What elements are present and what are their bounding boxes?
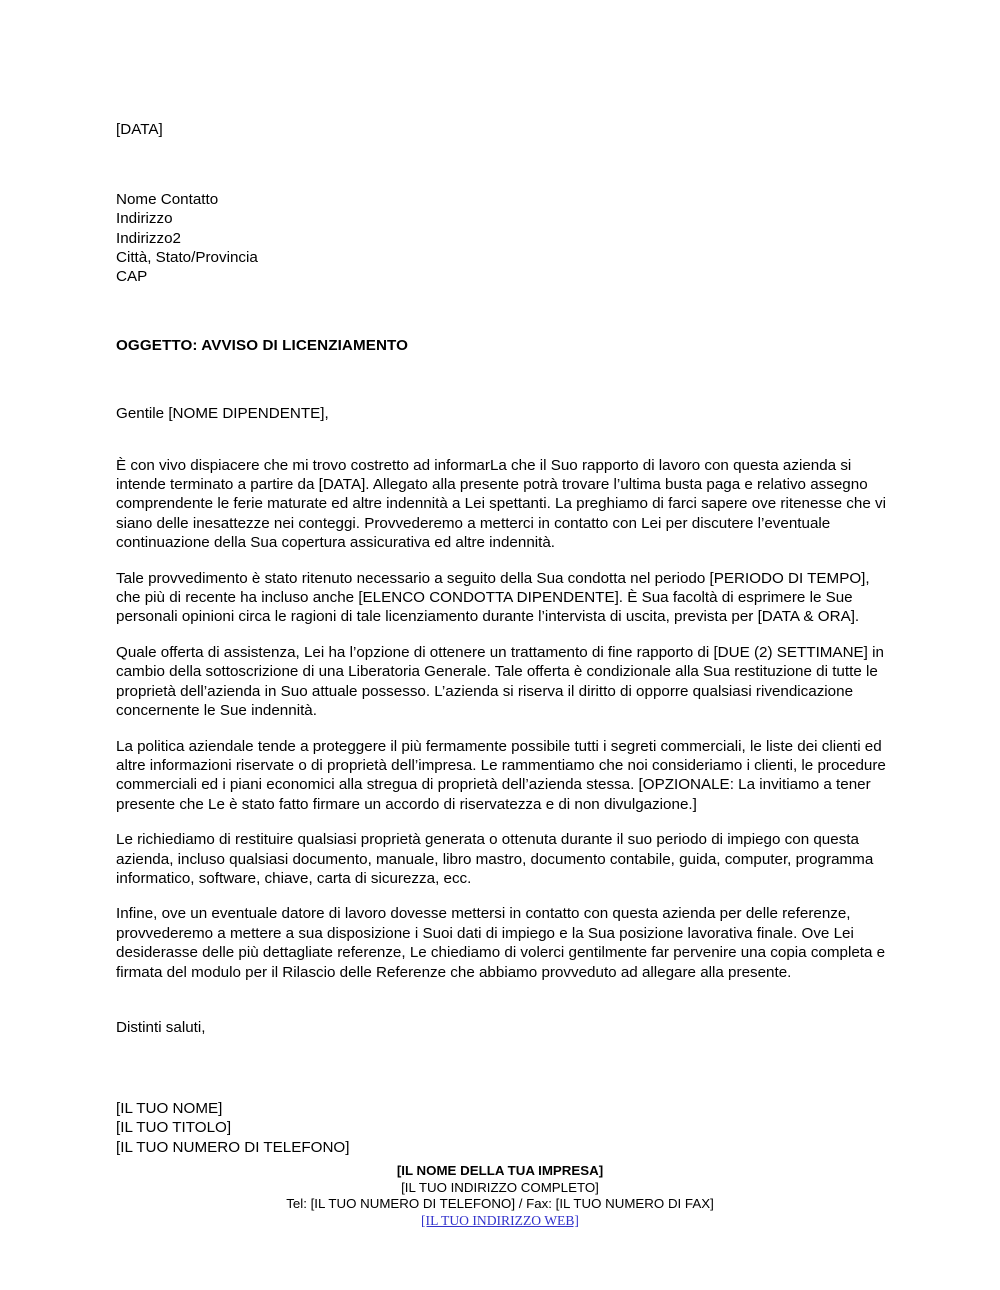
recipient-line-postal-code: CAP [116, 268, 148, 286]
spacer-paragraph-2 [116, 627, 888, 643]
letter-body [116, 120, 888, 1157]
signature-block [116, 1099, 888, 1157]
signature-name: [IL TUO NOME] [116, 1100, 223, 1118]
page-footer [0, 1163, 1000, 1229]
spacer-paragraph-5 [116, 888, 888, 904]
spacer-after-subject [116, 355, 888, 404]
footer-company-name: [IL NOME DELLA TUA IMPRESA] [396, 1163, 604, 1178]
recipient-line-address1: Indirizzo [116, 210, 173, 228]
signature-title: [IL TUO TITOLO] [116, 1119, 232, 1137]
spacer-signature-area [116, 1037, 888, 1099]
spacer-paragraph-4 [116, 814, 888, 830]
body-paragraph-confidentiality: La politica aziendale tende a proteggere il più fermamente possibile tutti i segreti commerciali, le liste dei clienti ed altre informazioni riservate o di proprietà dell’impresa. Le rammentiamo che noi consideriamo i clienti, le procedure commerciali ed i piani economici alla stregua di proprietà dell’azienda stessa. [OPZIONALE: La invitiamo a tener presente che Le è stato fatto firmare un accordo di riservatezza e di non divulgazione.] [116, 737, 886, 813]
footer-phone-fax: Tel: [IL TUO NUMERO DI TELEFONO] / Fax: [IL TUO NUMERO DI FAX] [286, 1196, 714, 1212]
body-paragraph-termination: È con vivo dispiacere che mi trovo costretto ad informarLa che il Suo rapporto di lavoro con questa azienda si intende terminato a partire da [DATA]. Allegato alla presente potrà trovare l’ultima busta paga e relativo assegno comprendente le ferie maturate ed altre indennità a Lei spettanti. La preghiamo di farci sapere ove ritenesse che vi siano delle inesattezze nei conteggi. Provvederemo a metterci in contatto con Lei per discutere l’eventuale continuazione della Sua copertura assicurativa ed altre indennità. [116, 456, 886, 552]
salutation: Gentile [NOME DIPENDENTE], [116, 405, 329, 423]
body-paragraph-cause: Tale provvedimento è stato ritenuto necessario a seguito della Sua condotta nel periodo [PERIODO DI TEMPO], che più di recente ha incluso anche [ELENCO CONDOTTA DIPENDENTE]. È Sua facoltà di esprimere le Sue personali opinioni circa le ragioni di tale licenziamento durante l’intervista di uscita, prevista per [DATA & ORA]. [116, 569, 870, 626]
footer-website-line [0, 1213, 1000, 1230]
footer-website-link[interactable]: [IL TUO INDIRIZZO WEB] [421, 1212, 579, 1228]
subject-line: OGGETTO: AVVISO DI LICENZIAMENTO [116, 337, 409, 355]
spacer-after-address [116, 286, 888, 336]
recipient-address-block [116, 190, 888, 286]
spacer-after-date [116, 139, 888, 190]
spacer-after-salutation [116, 424, 888, 456]
signature-phone: [IL TUO NUMERO DI TELEFONO] [116, 1138, 350, 1156]
body-paragraph-references: Infine, ove un eventuale datore di lavoro dovesse mettersi in contatto con questa azienda per delle referenze, provvederemo a mettere a sua disposizione i Suoi dati di impiego e la Sua posizione lavorativa finale. Ove Lei desiderasse delle più dettagliate referenze, Le chiediamo di volerci gentilmente far pervenire una copia completa e firmata del modulo per il Rilascio delle Referenze che abbiamo provveduto ad allegare alla presente. [116, 905, 886, 981]
footer-company-address: [IL TUO INDIRIZZO COMPLETO] [401, 1179, 599, 1195]
body-paragraph-severance: Quale offerta di assistenza, Lei ha l’opzione di ottenere un trattamento di fine rapporto di [DUE (2) SETTIMANE] in cambio della sottoscrizione di una Liberatoria Generale. Tale offerta è condizionale alla Sua restituzione di tutte le proprietà dell’azienda in Suo attuale possesso. L’azienda si riserva il diritto di opporre qualsiasi rivendicazione concernente le Sue indennità. [116, 643, 884, 720]
recipient-line-city-state: Città, Stato/Provincia [116, 248, 258, 266]
recipient-line-address2: Indirizzo2 [116, 229, 181, 247]
spacer-paragraph-1 [116, 553, 888, 569]
spacer-paragraph-3 [116, 721, 888, 737]
letter-date: [DATA] [116, 121, 163, 138]
closing-line: Distinti saluti, [116, 1018, 206, 1036]
spacer-before-closing [116, 982, 888, 1018]
body-paragraph-property-return: Le richiediamo di restituire qualsiasi proprietà generata o ottenuta durante il suo periodo di impiego con questa azienda, incluso qualsiasi documento, manuale, libro mastro, documento contabile, guida, computer, programma informatico, software, chiave, carta di sicurezza, ecc. [116, 831, 874, 887]
recipient-line-name: Nome Contatto [116, 191, 219, 209]
